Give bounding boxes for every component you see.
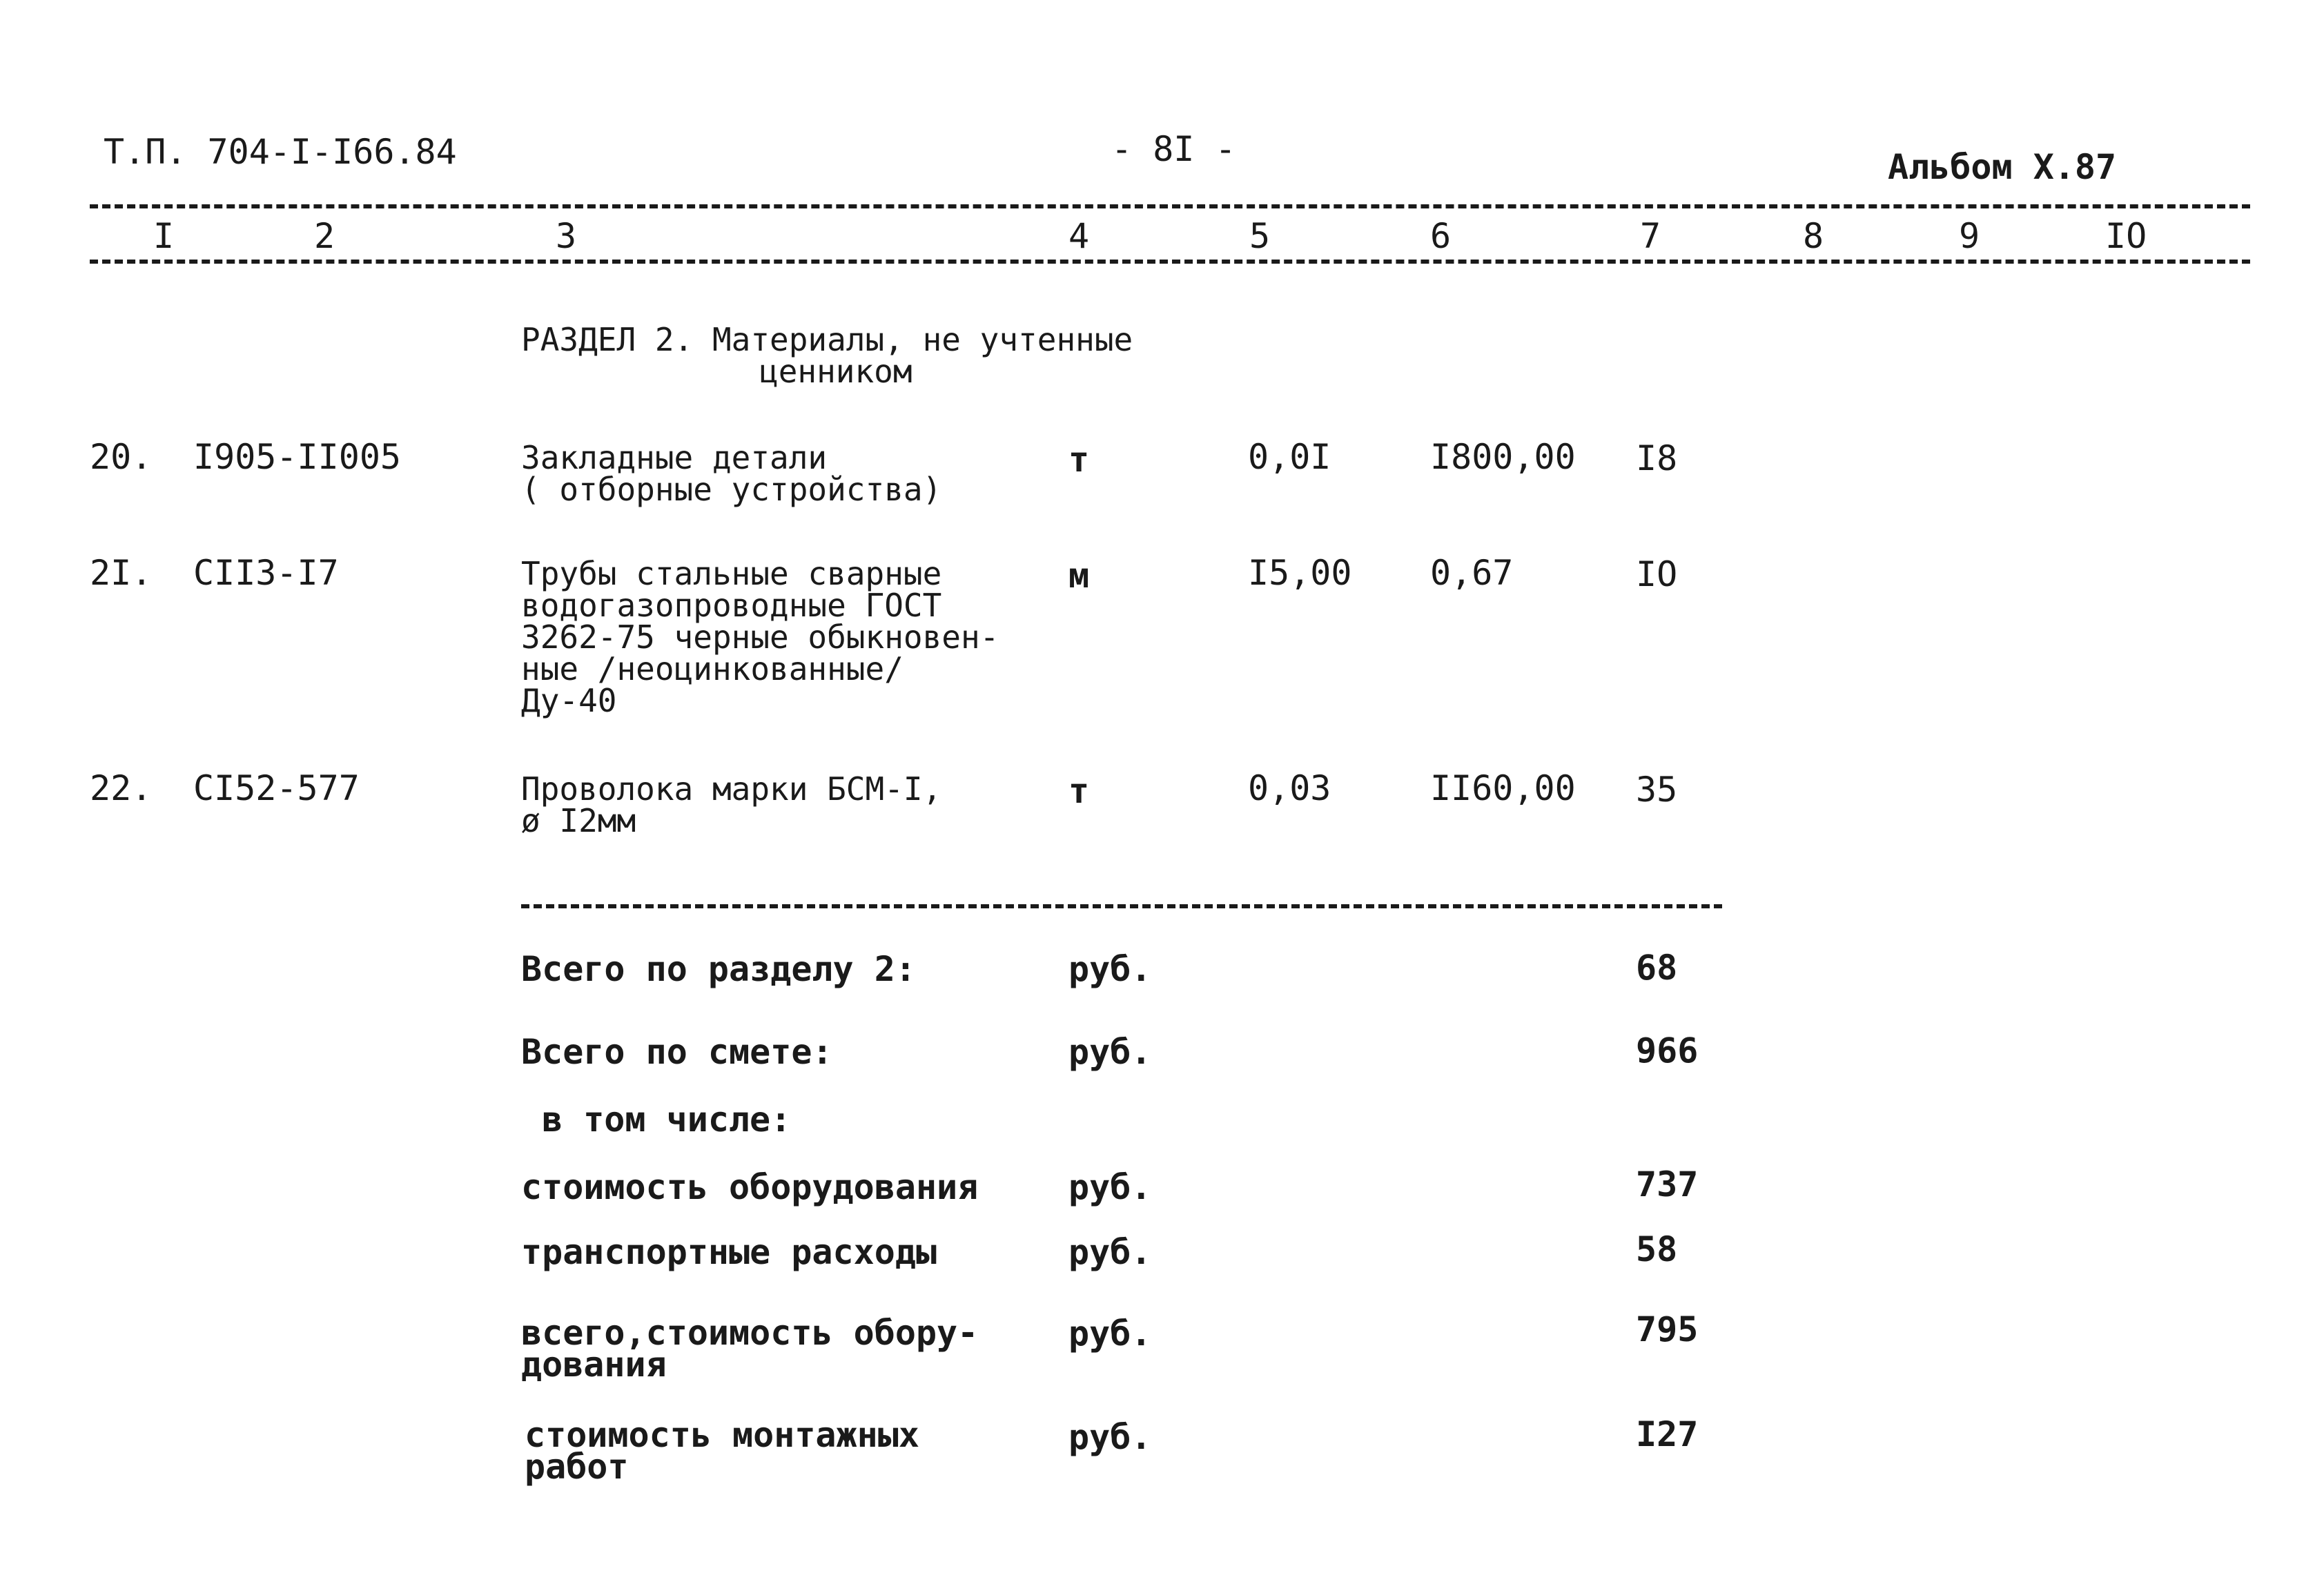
total-unit: руб. — [1068, 1167, 1152, 1207]
row-unit: т — [1068, 771, 1090, 811]
page-number: - 8I - — [1111, 129, 1236, 169]
column-number-9: 9 — [1959, 216, 1980, 256]
row-description-line: водогазопроводные ГОСТ — [521, 587, 942, 624]
row-quantity: 0,0I — [1248, 437, 1331, 477]
row-price: I800,00 — [1430, 437, 1576, 477]
row-unit: т — [1068, 440, 1090, 480]
total-label — [521, 1313, 979, 1385]
row-price: II60,00 — [1430, 768, 1576, 808]
row-description-line: ( отборные устройства) — [521, 471, 942, 508]
total-label: транспортные расходы — [521, 1232, 937, 1272]
row-number: 22. — [90, 768, 153, 808]
total-unit: руб. — [1068, 1417, 1152, 1457]
totals-divider — [521, 904, 1722, 908]
total-value: 68 — [1636, 948, 1678, 988]
total-label: в том числе: — [542, 1100, 792, 1140]
row-number: 2I. — [90, 553, 153, 593]
column-number-1: I — [153, 216, 175, 256]
row-code: I905-II005 — [193, 437, 402, 477]
column-number-5: 5 — [1249, 216, 1271, 256]
row-total: 35 — [1636, 770, 1678, 810]
total-label: Всего по смете: — [521, 1032, 833, 1072]
total-unit: руб. — [1068, 1232, 1152, 1272]
total-label-line: работ — [525, 1447, 629, 1487]
row-quantity: 0,03 — [1248, 768, 1331, 808]
row-number: 20. — [90, 437, 153, 477]
album-label: Альбом Х.87 — [1888, 147, 2117, 187]
column-number-10: IO — [2105, 216, 2147, 256]
total-label: стоимость оборудования — [521, 1167, 979, 1207]
total-label-line: стоимость монтажных — [525, 1415, 919, 1455]
row-unit: м — [1068, 556, 1090, 596]
row-description-line: ные /неоцинкованные/ — [521, 650, 904, 687]
column-number-2: 2 — [314, 216, 335, 256]
row-description-line: Ду-40 — [521, 682, 617, 719]
header-rule-top — [90, 204, 2250, 208]
row-description — [521, 770, 942, 839]
document-code: Т.П. 704-I-I66.84 — [104, 132, 457, 172]
total-value: 737 — [1636, 1164, 1699, 1204]
column-number-6: 6 — [1430, 216, 1452, 256]
row-description-line: Трубы стальные сварные — [521, 555, 942, 592]
total-value: 795 — [1636, 1309, 1699, 1349]
total-label-line: всего,стоимость обору- — [521, 1313, 979, 1353]
column-number-3: 3 — [556, 216, 577, 256]
total-unit: руб. — [1068, 1314, 1152, 1354]
total-unit: руб. — [1068, 949, 1152, 989]
header-rule-bottom — [90, 260, 2250, 264]
total-label — [525, 1415, 919, 1487]
total-value: 966 — [1636, 1031, 1699, 1071]
row-quantity: I5,00 — [1248, 553, 1352, 593]
column-number-4: 4 — [1068, 216, 1090, 256]
total-label: Всего по разделу 2: — [521, 949, 916, 989]
row-price: 0,67 — [1430, 553, 1514, 593]
row-description — [521, 555, 999, 719]
total-value: 58 — [1636, 1229, 1678, 1269]
row-description-line: Проволока марки БСМ-I, — [521, 770, 942, 808]
section-title: РАЗДЕЛ 2. Материалы, не учтенные — [521, 321, 1133, 358]
column-number-8: 8 — [1803, 216, 1824, 256]
section-title-continued: ценником — [759, 353, 912, 390]
row-total: IO — [1636, 554, 1678, 594]
row-total: I8 — [1636, 438, 1678, 478]
total-value: I27 — [1636, 1414, 1699, 1454]
row-code: CII3-I7 — [193, 553, 339, 593]
column-number-7: 7 — [1640, 216, 1661, 256]
row-description — [521, 439, 942, 508]
row-description-line: ø I2мм — [521, 802, 636, 839]
total-unit: руб. — [1068, 1032, 1152, 1072]
row-description-line: 3262-75 черные обыкновен- — [521, 618, 999, 656]
row-code: CI52-577 — [193, 768, 360, 808]
total-label-line: дования — [521, 1345, 667, 1385]
row-description-line: Закладные детали — [521, 439, 828, 476]
